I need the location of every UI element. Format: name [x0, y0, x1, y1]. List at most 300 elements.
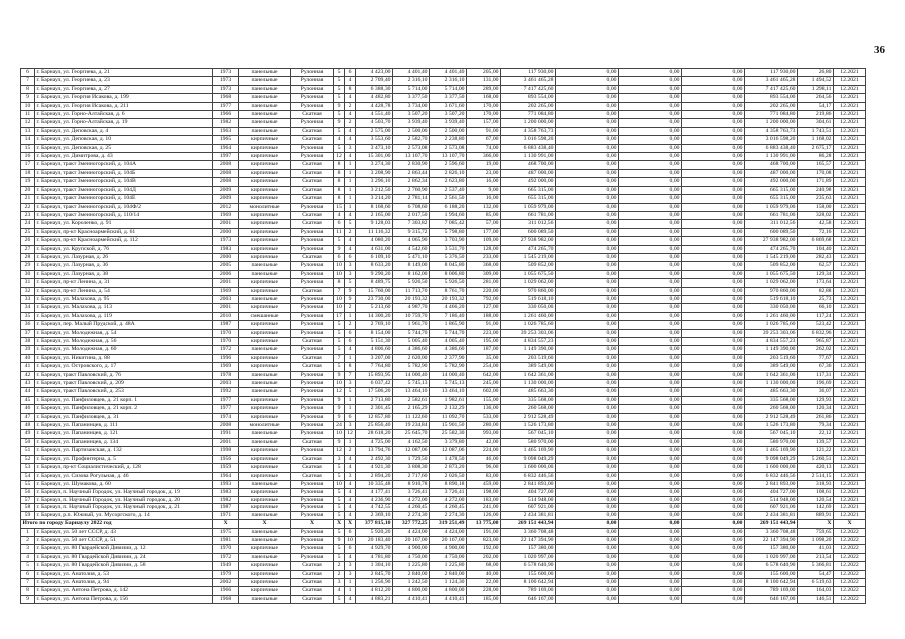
owners-cost-cell: 0,00 — [682, 496, 745, 504]
repair-cost-repeat-cell: 600 089,50 — [745, 228, 798, 236]
repair-cost-repeat-cell: 330 050,00 — [745, 304, 798, 312]
fund-cost-cell: 0,00 — [556, 338, 619, 346]
roof-type-cell: Рулонная — [291, 295, 334, 303]
fund-cost-cell: 0,00 — [556, 220, 619, 228]
repair-cost-repeat-total-cell: 269 151 443,94 — [745, 520, 798, 528]
repair-cost-repeat-cell: 1 130 991,00 — [745, 153, 798, 161]
year-built-cell: 2008 — [213, 422, 239, 430]
table-row — [21, 85, 866, 93]
entrances-cell: 1 — [345, 186, 356, 194]
budget-cost-cell: 0,00 — [619, 537, 682, 545]
table-row — [21, 69, 866, 77]
floors-cell: 15 — [334, 203, 345, 211]
living-area-cell: 4 410,41 — [393, 595, 430, 603]
entrances-cell: 4 — [345, 94, 356, 102]
roof-type-cell: Скатная — [291, 438, 334, 446]
fund-cost-cell: 0,00 — [556, 504, 619, 512]
deadline-cell: 12.2021 — [834, 237, 866, 245]
budget-cost-cell: 0,00 — [619, 447, 682, 455]
address-cell: г. Барнаул, ул. Димитрова, д. 43 — [35, 153, 213, 161]
entrances-cell: 4 — [345, 77, 356, 85]
budget-cost-cell: 0,00 — [619, 354, 682, 362]
residential-area-cell: 5 376,50 — [430, 253, 467, 261]
roof-type-cell: Рулонная — [291, 413, 334, 421]
wall-material-cell: панельные — [239, 94, 291, 102]
table-row — [21, 161, 866, 169]
budget-cost-cell: 0,00 — [619, 438, 682, 446]
budget-cost-cell: 0,00 — [619, 363, 682, 371]
owners-cost-cell: 0,00 — [682, 595, 745, 603]
address-cell: г. Барнаул, ул. Деповская, д. 10 — [35, 136, 213, 144]
wall-material-cell: панельные — [239, 119, 291, 127]
year-built-cell: 2009 — [213, 195, 239, 203]
cost-per-sqm-cell: 120,34 — [798, 405, 834, 413]
repair-cost-total-cell: 600 089,50 — [501, 228, 556, 236]
year-built-cell: 1964 — [213, 144, 239, 152]
year-built-cell: 1998 — [213, 447, 239, 455]
total-area-cell: 5 151,30 — [356, 338, 393, 346]
floors-cell: 10 — [334, 295, 345, 303]
year-built-cell: 1975 — [213, 528, 239, 536]
residents-cell: 23,00 — [467, 169, 501, 177]
residential-area-cell: 4 005,40 — [430, 338, 467, 346]
total-area-cell: 4 177,41 — [356, 489, 393, 497]
roof-type-cell: Рулонная — [291, 396, 334, 404]
budget-cost-cell: 0,00 — [619, 472, 682, 480]
row-number-cell: 16 — [21, 153, 35, 161]
fund-cost-cell: 0,00 — [556, 245, 619, 253]
year-built-cell: 2009 — [213, 186, 239, 194]
table-body — [21, 69, 866, 604]
wall-material-cell: панельные — [239, 77, 291, 85]
deadline-cell: 12.2021 — [834, 77, 866, 85]
repair-cost-total-cell: 9 098 049,29 — [501, 455, 556, 463]
repair-cost-total-cell: 6 883 438,40 — [501, 144, 556, 152]
floors-cell: 4 — [334, 587, 345, 595]
address-cell: г. Барнаул, ул. Малахова, д. 95 — [35, 295, 213, 303]
year-built-cell: 2008 — [213, 161, 239, 169]
year-built-cell: 2001 — [213, 438, 239, 446]
living-area-cell: 3 377,50 — [393, 94, 430, 102]
budget-cost-cell: 0,00 — [619, 228, 682, 236]
wall-material-cell: кирпичные — [239, 287, 291, 295]
roof-type-cell: Рулонная — [291, 270, 334, 278]
residents-cell: 128,00 — [467, 245, 501, 253]
budget-cost-cell: 0,00 — [619, 553, 682, 561]
roof-type-cell: Рулонная — [291, 203, 334, 211]
address-cell: г. Барнаул, п. Научный Городок, ул. Научный городок, д. 19 — [35, 489, 213, 497]
wall-material-cell: кирпичные — [239, 413, 291, 421]
wall-material-cell: кирпичные — [239, 220, 291, 228]
repair-cost-total-cell: 2 912 528,49 — [501, 413, 556, 421]
budget-cost-cell: 0,00 — [619, 178, 682, 186]
deadline-cell: 12.2021 — [834, 169, 866, 177]
total-area-cell: 2 492,30 — [356, 455, 393, 463]
total-area-cell: 2 769,10 — [356, 321, 393, 329]
budget-cost-cell: 0,00 — [619, 153, 682, 161]
repair-cost-total-cell: 1 055 675,50 — [501, 270, 556, 278]
fund-cost-cell: 0,00 — [556, 388, 619, 396]
floors-cell: 8 — [334, 279, 345, 287]
repair-cost-repeat-cell: 1 642 361,00 — [745, 371, 798, 379]
residential-area-cell: 5 745,13 — [430, 380, 467, 388]
living-area-cell: 20 193,32 — [393, 295, 430, 303]
address-cell: г. Барнаул, ул. 80 Гвардейской Дивизии, д. 12 — [35, 545, 213, 553]
roof-type-cell: Скатная — [291, 186, 334, 194]
residents-cell: 157,00 — [467, 119, 501, 127]
repair-cost-repeat-cell: 8 100 642,94 — [745, 579, 798, 587]
year-built-cell: 1969 — [213, 363, 239, 371]
owners-cost-cell: 0,00 — [682, 295, 745, 303]
roof-type-cell: Скатная — [291, 587, 334, 595]
roof-type-cell: Рулонная — [291, 312, 334, 320]
roof-type-cell: Скатная — [291, 169, 334, 177]
row-number-cell: 3 — [21, 545, 35, 553]
residential-area-cell: 5 798,80 — [430, 228, 467, 236]
year-built-cell: 1970 — [213, 329, 239, 337]
table-row — [21, 430, 866, 438]
address-cell: г. Барнаул, тракт Змеиногорский, д. 104Ф/2 — [35, 203, 213, 211]
floors-cell: 5 — [334, 464, 345, 472]
total-area-cell: 14 300,20 — [356, 312, 393, 320]
owners-cost-cell: 0,00 — [682, 480, 745, 488]
floors-cell: 5 — [334, 504, 345, 512]
cost-per-sqm-cell: 54,17 — [798, 102, 834, 110]
owners-cost-cell: 0,00 — [682, 136, 745, 144]
roof-type-cell: Скатная — [291, 127, 334, 135]
residential-area-cell: 8 006,80 — [430, 270, 467, 278]
year-built-cell: 1956 — [213, 455, 239, 463]
address-cell: г. Барнаул, ул. Шумакова, д. 60 — [35, 480, 213, 488]
residents-cell: 280,00 — [467, 422, 501, 430]
row-number-cell: 6 — [21, 69, 35, 77]
residents-cell: 131,00 — [467, 77, 501, 85]
repair-cost-total-cell: 330 050,00 — [501, 304, 556, 312]
wall-material-cell: кирпичные — [239, 489, 291, 497]
living-area-cell: 11 122,60 — [393, 413, 430, 421]
living-area-cell: 2 017,50 — [393, 211, 430, 219]
entrances-cell: 1 — [345, 203, 356, 211]
floors-cell: 8 — [334, 186, 345, 194]
budget-cost-cell: 0,00 — [619, 405, 682, 413]
residents-cell: 198,00 — [467, 489, 501, 497]
living-area-cell: 13 107,70 — [393, 153, 430, 161]
wall-material-cell: панельные — [239, 111, 291, 119]
owners-cost-cell: 0,00 — [682, 587, 745, 595]
entrances-cell: 8 — [345, 363, 356, 371]
table-row — [21, 220, 866, 228]
year-built-cell: 1982 — [213, 119, 239, 127]
fund-cost-cell: 0,00 — [556, 287, 619, 295]
fund-cost-cell: 0,00 — [556, 228, 619, 236]
fund-cost-cell: 0,00 — [556, 553, 619, 561]
cost-per-sqm-cell: 1 743,51 — [798, 127, 834, 135]
fund-cost-cell: 0,00 — [556, 413, 619, 421]
entrances-cell: 1 — [345, 579, 356, 587]
fund-cost-cell: 0,00 — [556, 455, 619, 463]
residents-cell: 191,00 — [467, 528, 501, 536]
residential-area-cell: 2 500,00 — [430, 127, 467, 135]
address-cell: г. Барнаул, ул. 50 лет СССР, д. 43 — [35, 528, 213, 536]
cost-per-sqm-cell: 889,91 — [798, 511, 834, 519]
deadline-cell: 12.2021 — [834, 211, 866, 219]
wall-material-cell: кирпичные — [239, 245, 291, 253]
address-cell: г. Барнаул, ул. Горно-Алтайская, д. 19 — [35, 119, 213, 127]
living-area-cell: 14 000,40 — [393, 371, 430, 379]
owners-cost-cell: 0,00 — [682, 455, 745, 463]
residents-cell: 132,00 — [467, 203, 501, 211]
year-built-cell: 1981 — [213, 537, 239, 545]
address-cell: г. Барнаул, ул. Деповская, д. 25 — [35, 144, 213, 152]
residents-cell: 170,00 — [467, 102, 501, 110]
table-row — [21, 553, 866, 561]
owners-cost-cell: 0,00 — [682, 237, 745, 245]
cost-per-sqm-cell: 79,34 — [798, 422, 834, 430]
total-area-cell: 9 128,03 — [356, 220, 393, 228]
residential-area-cell: 14 000,40 — [430, 371, 467, 379]
repair-cost-total-cell: 661 781,00 — [501, 211, 556, 219]
row-number-cell: 44 — [21, 388, 35, 396]
roof-type-cell: Рулонная — [291, 511, 334, 519]
owners-cost-cell: 0,00 — [682, 396, 745, 404]
residents-cell: 74,00 — [467, 144, 501, 152]
repair-cost-repeat-cell: 117 930,00 — [745, 69, 798, 77]
year-built-cell: 1973 — [213, 85, 239, 93]
row-number-cell: 53 — [21, 464, 35, 472]
wall-material-cell: панельные — [239, 553, 291, 561]
repair-cost-repeat-cell: 492 000,00 — [745, 178, 798, 186]
fund-cost-cell: 0,00 — [556, 438, 619, 446]
wall-material-cell: кирпичные — [239, 579, 291, 587]
year-built-cell: 1963 — [213, 127, 239, 135]
entrances-cell: 3 — [345, 262, 356, 270]
living-area-cell: 2 760,90 — [393, 186, 430, 194]
living-area-cell: 11 713,70 — [393, 287, 430, 295]
budget-cost-cell: 0,00 — [619, 102, 682, 110]
cost-per-sqm-cell: 104,40 — [798, 245, 834, 253]
fund-cost-cell: 0,00 — [556, 253, 619, 261]
living-area-cell: 3 726,41 — [393, 489, 430, 497]
row-number-cell: 40 — [21, 354, 35, 362]
living-area-cell: 5 714,00 — [393, 85, 430, 93]
entrances-cell: 10 — [345, 537, 356, 545]
wall-material-cell: панельные — [239, 537, 291, 545]
residents-cell: 195,00 — [467, 338, 501, 346]
budget-cost-cell: 0,00 — [619, 321, 682, 329]
year-built-cell: 2000 — [213, 253, 239, 261]
repair-cost-total-cell: 492 000,00 — [501, 178, 556, 186]
year-built-cell: 1973 — [213, 69, 239, 77]
owners-cost-cell: 0,00 — [682, 111, 745, 119]
cost-per-sqm-cell: 67,36 — [798, 363, 834, 371]
total-area-cell: 7 764,80 — [356, 363, 393, 371]
total-area-cell: 6 109,10 — [356, 253, 393, 261]
deadline-cell: 12.2021 — [834, 371, 866, 379]
owners-cost-cell: 0,00 — [682, 553, 745, 561]
wall-material-cell: кирпичные — [239, 587, 291, 595]
total-area-cell: 4 080,20 — [356, 237, 393, 245]
deadline-cell: 12.2021 — [834, 136, 866, 144]
budget-cost-cell: 0,00 — [619, 220, 682, 228]
wall-material-cell: кирпичные — [239, 321, 291, 329]
roof-type-cell: Рулонная — [291, 405, 334, 413]
total-area-cell: 4 781,80 — [356, 553, 393, 561]
wall-material-cell: кирпичные — [239, 504, 291, 512]
address-cell: г. Барнаул, тракт Змеиногорский, д. 104Б — [35, 169, 213, 177]
living-area-cell: 5 782,90 — [393, 363, 430, 371]
owners-cost-cell: 0,00 — [682, 489, 745, 497]
repair-cost-total-cell: 389 549,00 — [501, 363, 556, 371]
fund-cost-cell: 0,00 — [556, 85, 619, 93]
wall-material-cell: кирпичные — [239, 153, 291, 161]
wall-material-cell: панельные — [239, 595, 291, 603]
roof-type-cell: Рулонная — [291, 504, 334, 512]
cost-per-sqm-cell: 82,88 — [798, 287, 834, 295]
owners-cost-cell: 0,00 — [682, 287, 745, 295]
repair-cost-total-cell: 4 834 557,23 — [501, 338, 556, 346]
row-number-cell: 5 — [21, 562, 35, 570]
budget-cost-cell: 0,00 — [619, 111, 682, 119]
wall-material-cell: кирпичные — [239, 570, 291, 578]
residential-area-cell: 2 274,30 — [430, 511, 467, 519]
address-cell: г. Барнаул, тракт Змеиногорский, д. 104Д — [35, 186, 213, 194]
table-row — [21, 245, 866, 253]
roof-type-cell: Рулонная — [291, 279, 334, 287]
repair-cost-total-cell: 1 020 997,00 — [501, 553, 556, 561]
residential-area-cell: 4 466,20 — [430, 304, 467, 312]
repair-cost-repeat-cell: 2 434 381,81 — [745, 511, 798, 519]
living-area-cell: 3 507,20 — [393, 111, 430, 119]
year-built-cell: 1964 — [213, 472, 239, 480]
budget-cost-cell: 0,00 — [619, 245, 682, 253]
fund-cost-cell: 0,00 — [556, 371, 619, 379]
deadline-cell: 12.2021 — [834, 329, 866, 337]
repair-cost-total-cell: 117 930,00 — [501, 69, 556, 77]
owners-cost-cell: 0,00 — [682, 321, 745, 329]
budget-cost-cell: 0,00 — [619, 329, 682, 337]
wall-material-cell: кирпичные — [239, 405, 291, 413]
floors-cell: 10 — [334, 430, 345, 438]
budget-cost-cell: 0,00 — [619, 413, 682, 421]
row-number-cell: 39 — [21, 346, 35, 354]
floors-cell: 12 — [334, 447, 345, 455]
living-area-cell: 2 316,10 — [393, 77, 430, 85]
wall-material-cell: панельные — [239, 295, 291, 303]
table-row — [21, 413, 866, 421]
address-cell: г. Барнаул, тракт Змеиногорский, д. 104Е — [35, 195, 213, 203]
owners-cost-cell: 0,00 — [682, 94, 745, 102]
cost-per-sqm-cell: 196,69 — [798, 380, 834, 388]
repair-cost-repeat-cell: 487 000,00 — [745, 169, 798, 177]
cost-per-sqm-cell: 2 675,17 — [798, 144, 834, 152]
repair-cost-total-cell: 6 578 640,90 — [501, 562, 556, 570]
owners-cost-cell: 0,00 — [682, 464, 745, 472]
fund-cost-cell: 0,00 — [556, 562, 619, 570]
cost-per-sqm-cell: 261,86 — [798, 413, 834, 421]
table-row — [21, 270, 866, 278]
residents-cell: 533,00 — [467, 413, 501, 421]
total-label-cell: Итого по городу Барнаулу 2022 год — [21, 520, 213, 528]
fund-cost-cell: 0,00 — [556, 595, 619, 603]
fund-cost-cell: 0,00 — [556, 537, 619, 545]
repair-cost-repeat-cell: 6 832 446,56 — [745, 472, 798, 480]
row-number-cell: 25 — [21, 228, 35, 236]
deadline-cell: 12.2021 — [834, 346, 866, 354]
fund-cost-cell: 0,00 — [556, 312, 619, 320]
total-area-cell: 17 506,20 — [356, 388, 393, 396]
total-area-cell: 4 236,90 — [356, 496, 393, 504]
fund-cost-total-cell: 0,00 — [556, 520, 619, 528]
address-cell: г. Барнаул, ул. 50 лет СССР, д. 51 — [35, 537, 213, 545]
table-row — [21, 595, 866, 603]
total-area-cell: 20 183,40 — [356, 537, 393, 545]
living-area-cell: 1 961,70 — [393, 321, 430, 329]
year-built-cell: 1997 — [213, 153, 239, 161]
row-number-cell: 36 — [21, 321, 35, 329]
wall-material-cell: кирпичные — [239, 253, 291, 261]
year-built-cell: 1968 — [213, 595, 239, 603]
deadline-cell: 12.2022 — [834, 545, 866, 553]
row-number-cell: 27 — [21, 245, 35, 253]
floors-cell: 5 — [334, 329, 345, 337]
repair-cost-repeat-cell: 1 020 997,00 — [745, 553, 798, 561]
entrances-cell: 1 — [345, 396, 356, 404]
residents-cell: 245,00 — [467, 380, 501, 388]
cost-per-sqm-cell: 77,67 — [798, 354, 834, 362]
deadline-cell: 12.2021 — [834, 178, 866, 186]
budget-cost-cell: 0,00 — [619, 295, 682, 303]
entrances-cell: 3 — [345, 570, 356, 578]
residential-area-cell: 6 188,20 — [430, 203, 467, 211]
floors-cell: 3 — [334, 579, 345, 587]
fund-cost-cell: 0,00 — [556, 203, 619, 211]
address-cell: г. Барнаул, ул. Георгиева, д. 21 — [35, 69, 213, 77]
address-cell: г. Барнаул, ул. 80 Гвардейской Дивизии, д. 58 — [35, 562, 213, 570]
repair-cost-repeat-cell: 3 016 598,20 — [745, 136, 798, 144]
row-number-cell: 47 — [21, 413, 35, 421]
address-cell: г. Барнаул, ул. Георгия Исакова, д. 211 — [35, 102, 213, 110]
residents-total-cell: 13 775,00 — [467, 520, 501, 528]
residential-area-cell: 5 926,50 — [430, 279, 467, 287]
roof-type-cell: Рулонная — [291, 496, 334, 504]
deadline-cell: 12.2021 — [834, 262, 866, 270]
wall-material-cell: панельные — [239, 430, 291, 438]
year-built-cell: 2003 — [213, 380, 239, 388]
budget-cost-cell: 0,00 — [619, 570, 682, 578]
address-cell: г. Барнаул, ул. Лазурная, д. 36 — [35, 262, 213, 270]
table-row — [21, 438, 866, 446]
row-number-cell: 9 — [21, 595, 35, 603]
deadline-cell: 12.2021 — [834, 287, 866, 295]
owners-cost-cell: 0,00 — [682, 102, 745, 110]
wall-material-cell: кирпичные — [239, 455, 291, 463]
address-cell: г. Барнаул, ул. Георгиева, д. 23 — [35, 77, 213, 85]
residential-area-cell: 20 193,32 — [430, 295, 467, 303]
floors-cell: 5 — [334, 237, 345, 245]
repair-cost-repeat-cell: 509 852,00 — [745, 262, 798, 270]
fund-cost-cell: 0,00 — [556, 354, 619, 362]
entrances-cell: 9 — [345, 295, 356, 303]
residential-area-cell: 4 386,60 — [430, 346, 467, 354]
entrances-cell: 6 — [345, 338, 356, 346]
entrances-cell: 1 — [345, 354, 356, 362]
year-built-cell: 2002 — [213, 579, 239, 587]
repair-cost-total-cell: 580 970,00 — [501, 438, 556, 446]
entrances-cell: 2 — [345, 228, 356, 236]
entrances-cell: 1 — [345, 178, 356, 186]
residential-area-cell: 4 260,45 — [430, 504, 467, 512]
entrances-cell: 3 — [345, 562, 356, 570]
